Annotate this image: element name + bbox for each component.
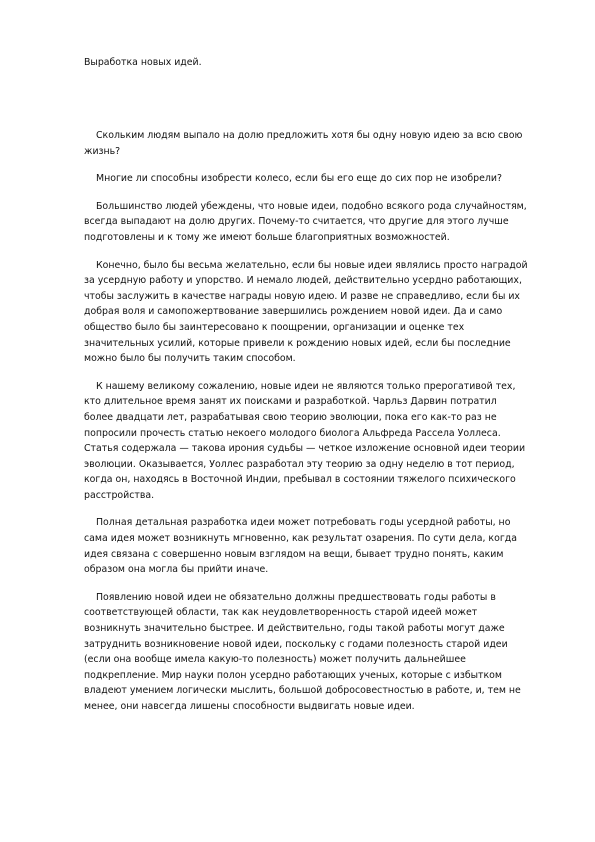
paragraph: Появлению новой идеи не обязательно должны предшествовать годы работы в соответствующей области, так как неудовлетворенность старой идеей может возникнуть значительно быстрее. И действительно, годы такой работы могут даже затруднить возникновение новой идеи, поскольку с годами полезность старой идеи (если она вообще имела какую-то полезность) может получить дальнейшее подкрепление. Мир науки полон усердно работающих ученых, которые с избытком владеют умением логически мыслить, большой добросовестностью в работе, и, тем не менее, они навсегда лишены способности выдвигать новые идеи. xyxy=(84,591,521,712)
paragraph: Многие ли способны изобрести колесо, если бы его еще до сих пор не изобрели? xyxy=(96,173,502,185)
paragraph: Конечно, было бы весьма желательно, если бы новые идеи являлись просто наградой за усердную работу и упорство. И немало людей, действительно усердно работающих, чтобы заслужить в качестве награды новую идею. И разве не справедливо, если бы их добрая воля и самопожертвование завершились рождением новой идеи. Да и само общество было бы заинтересовано к поощрении, организации и оценке тех значительных усилий, которые привели к рождению новых идей, если бы последние можно было бы получить таким способом. xyxy=(84,259,528,365)
paragraph: Полная детальная разработка идеи может потребовать годы усердной работы, но сама идея может возникнуть мгновенно, как результат озарения. По сути дела, когда идея связана с совершенно новым взглядом на вещи, бывает трудно понять, каким образом она могла бы прийти иначе. xyxy=(84,517,517,576)
paragraph: Большинство людей убеждены, что новые идеи, подобно всякого рода случайностям, всегда выпадают на долю других. Почему-то считается, что другие для этого лучше подготовлены и к тому же имеют больше благоприятных возможностей. xyxy=(84,200,527,243)
document-title: Выработка новых идей. xyxy=(84,57,202,68)
document-body xyxy=(84,128,528,727)
paragraph: Скольким людям выпало на долю предложить хотя бы одну новую идею за всю свою жизнь? xyxy=(84,130,523,157)
paragraph: К нашему великому сожалению, новые идеи не являются только прерогативой тех, кто длительное время занят их поисками и разработкой. Чарльз Дарвин потратил более двадцати лет, разрабатывая свою теорию эволюции, пока его как-то раз не попросили прочесть статью некоего молодого биолога Альфреда Рассела Уоллеса. Статья содержала — такова ирония судьбы — четкое изложение основной идеи теории эволюции. Оказывается, Уоллес разработал эту теорию за одну неделю в тот период, когда он, находясь в Восточной Индии, пребывал в состоянии тяжелого психического расстройства. xyxy=(84,380,526,501)
